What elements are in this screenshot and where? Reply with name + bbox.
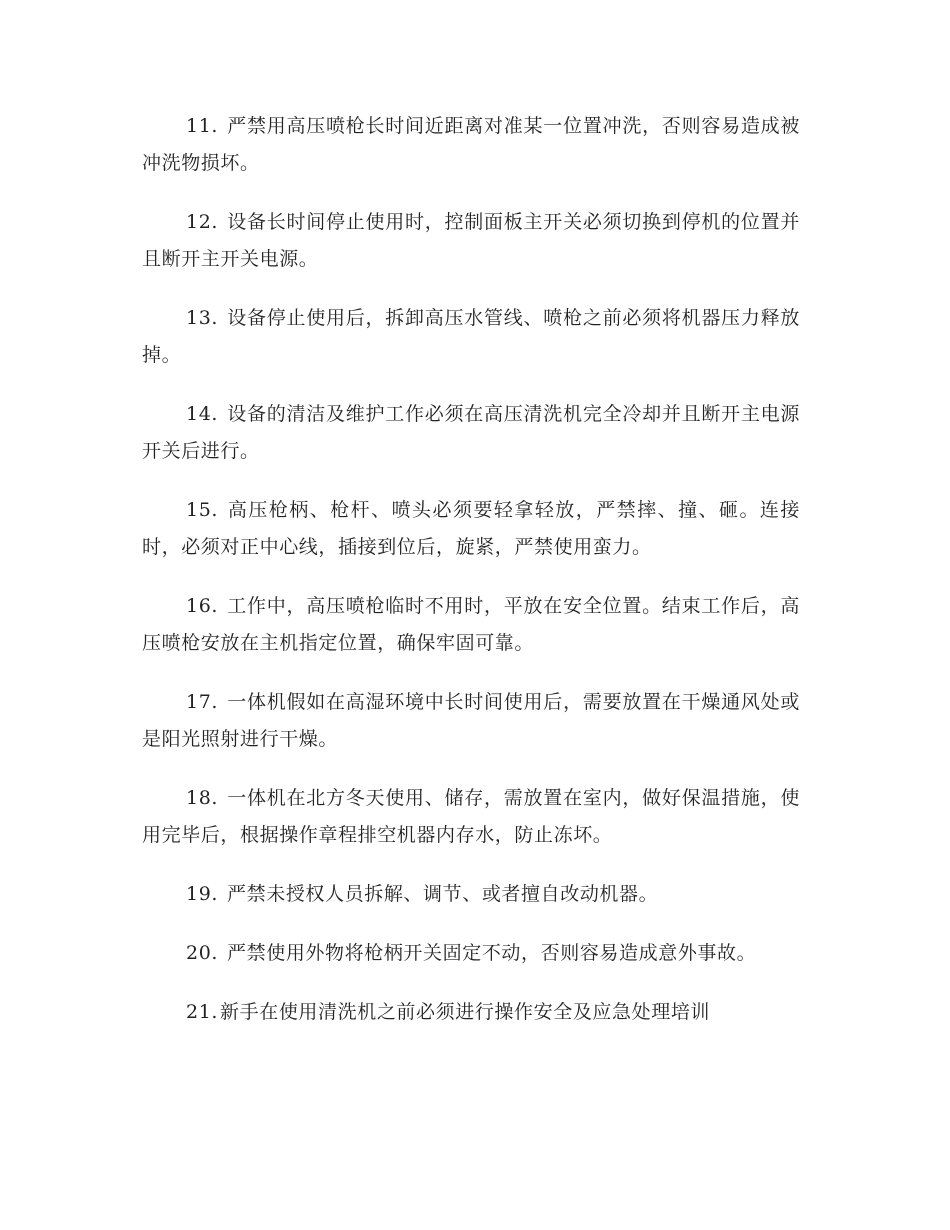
item-number: 19.: [186, 883, 219, 905]
item-number: 12.: [186, 211, 219, 233]
item-text: 设备停止使用后，拆卸高压水管线、喷枪之前必须将机器压力释放掉。: [142, 307, 800, 366]
list-item: [142, 396, 800, 470]
item-number: 15.: [186, 499, 219, 521]
list-item: [142, 492, 800, 566]
item-number: 13.: [186, 307, 219, 329]
list-item: [142, 876, 800, 913]
item-text: 工作中，高压喷枪临时不用时，平放在安全位置。结束工作后，高压喷枪安放在主机指定位置，确保牢固可靠。: [142, 595, 800, 654]
list-item: [142, 108, 800, 182]
list-item: [142, 780, 800, 854]
list-item: [142, 204, 800, 278]
item-text: 一体机假如在高湿环境中长时间使用后，需要放置在干燥通风处或是阳光照射进行干燥。: [142, 691, 800, 750]
item-number: 18.: [186, 787, 219, 809]
item-text: 设备的清洁及维护工作必须在高压清洗机完全冷却并且断开主电源开关后进行。: [142, 403, 800, 462]
item-text: 严禁用高压喷枪长时间近距离对准某一位置冲洗，否则容易造成被冲洗物损坏。: [142, 115, 800, 174]
item-text: 严禁使用外物将枪柄开关固定不动，否则容易造成意外事故。: [227, 942, 757, 964]
list-item: [142, 684, 800, 758]
list-item: [142, 300, 800, 374]
item-number: 17.: [186, 691, 219, 713]
item-number: 11.: [186, 115, 219, 137]
item-text: 一体机在北方冬天使用、储存，需放置在室内，做好保温措施，使用完毕后，根据操作章程排空机器内存水，防止冻坏。: [142, 787, 800, 846]
list-item: [142, 588, 800, 662]
item-text: 高压枪柄、枪杆、喷头必须要轻拿轻放，严禁摔、撞、砸。连接时，必须对正中心线，插接到位后，旋紧，严禁使用蛮力。: [142, 499, 800, 558]
item-text: 设备长时间停止使用时，控制面板主开关必须切换到停机的位置并且断开主开关电源。: [142, 211, 800, 270]
list-item: [142, 994, 800, 1031]
item-text: 新手在使用清洗机之前必须进行操作安全及应急处理培训: [220, 1001, 711, 1023]
list-item: [142, 935, 800, 972]
item-number: 20.: [186, 942, 219, 964]
item-text: 严禁未授权人员拆解、调节、或者擅自改动机器。: [227, 883, 659, 905]
item-number: 16.: [186, 595, 219, 617]
item-number: 14.: [186, 403, 219, 425]
item-number: 21.: [186, 1001, 219, 1023]
document-body: [142, 108, 800, 1053]
